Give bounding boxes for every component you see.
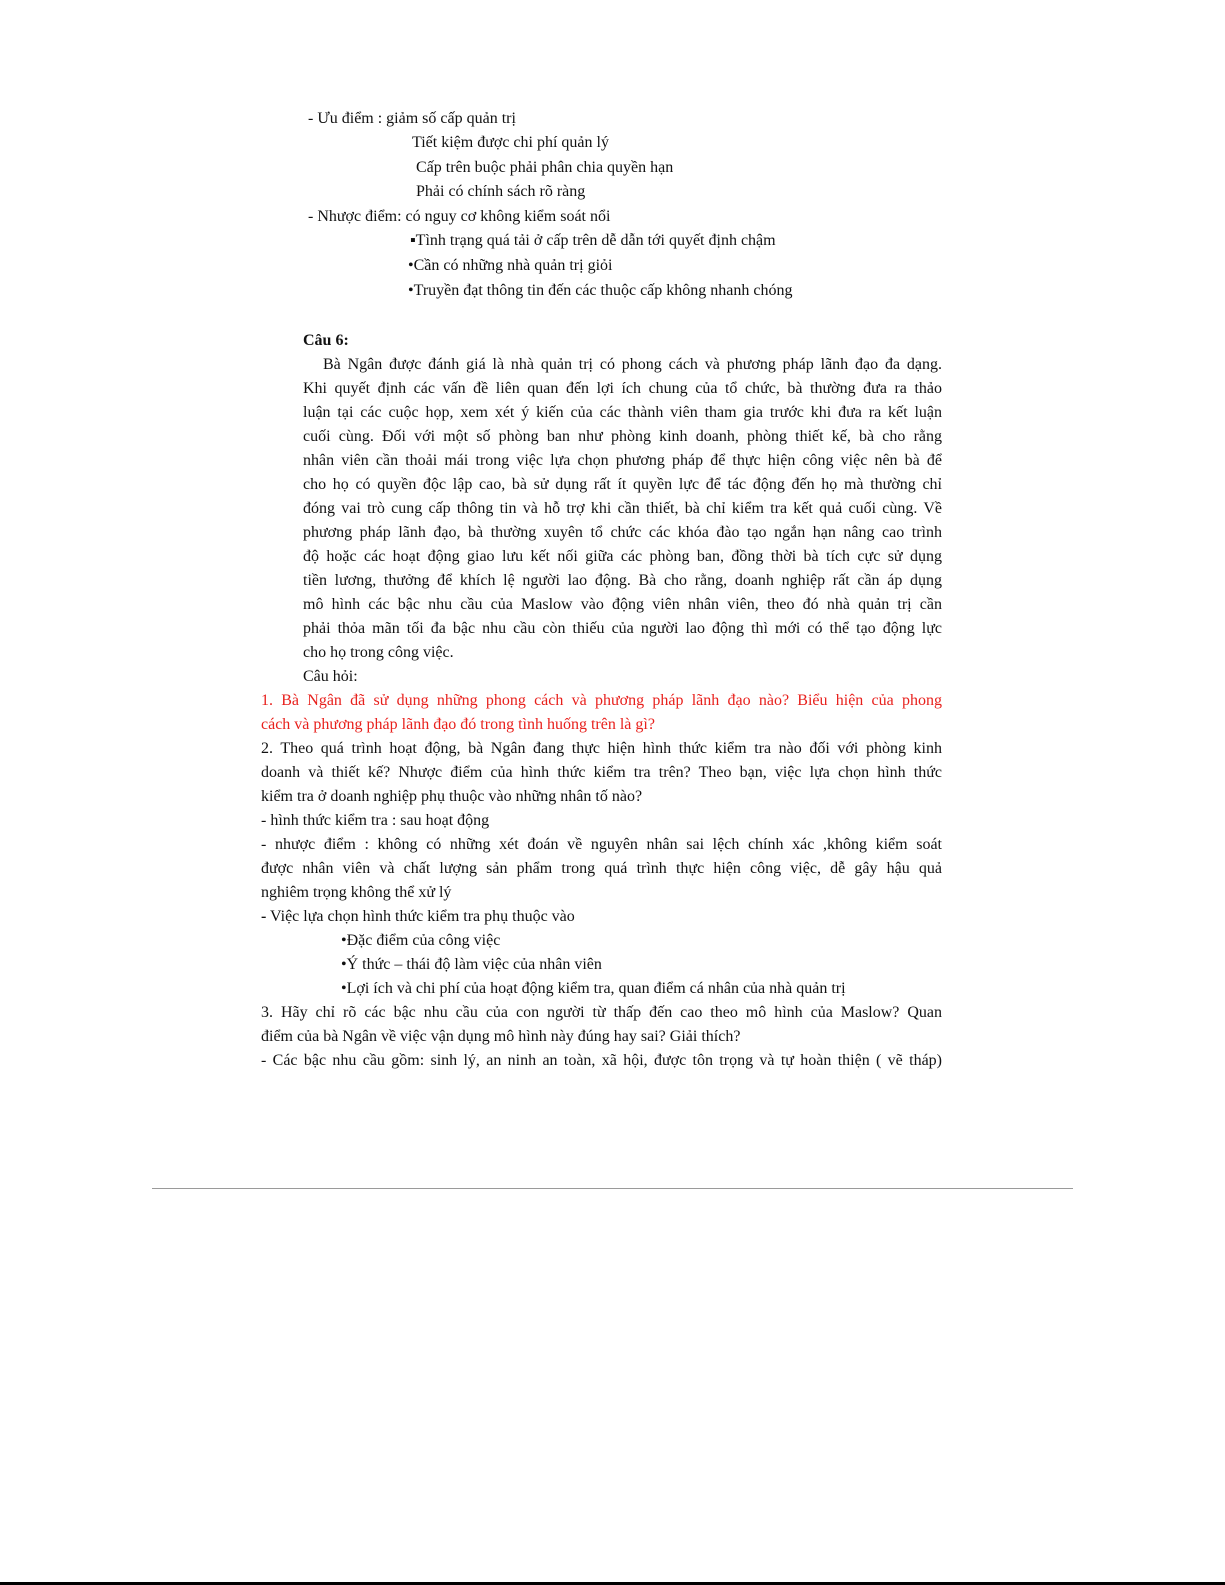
questions-label: Câu hỏi: (303, 668, 358, 685)
factor-item: •Đặc điểm của công việc (341, 932, 501, 949)
answer-line: nghiêm trọng không thể xử lý (261, 884, 452, 901)
answer-line: - nhược điểm : không có những xét đoán về nguyên nhân sai lệch chính xác ,không kiểm soát (261, 836, 942, 853)
paragraph-line: mô hình các bậc nhu cầu của Maslow vào động viên nhân viên, theo đó nhà quản trị cần (303, 596, 942, 613)
answer-line (261, 906, 575, 928)
paragraph-line: phương pháp lãnh đạo, bà thường xuyên tổ chức các khóa đào tạo ngắn hạn nâng cao trình (303, 524, 942, 541)
question-3-line: 3. Hãy chỉ rõ các bậc nhu cầu của con người từ thấp đến cao theo mô hình của Maslow? Quan (261, 1004, 942, 1021)
section-heading: Câu 6: (303, 332, 349, 349)
answer-text: Việc lựa chọn hình thức kiểm tra phụ thuộc vào (266, 908, 575, 925)
paragraph-line: luận tại các cuộc họp, xem xét ý kiến của các thành viên tham gia trước khi đưa ra kết luận (303, 404, 942, 421)
advantage-item: Tiết kiệm được chi phí quản lý (412, 134, 609, 151)
answer-line: - Các bậc nhu cầu gồm: sinh lý, an ninh an toàn, xã hội, được tôn trọng và tự hoàn thiện ( vẽ tháp) (261, 1052, 942, 1069)
answer-line: được nhân viên và chất lượng sản phẩm trong quá trình thực hiện công việc, dễ gây hậu quả (261, 860, 942, 877)
paragraph-line: độ hoặc các hoạt động giao lưu kết nối giữa các phòng ban, đồng thời bà tích cực sử dụng (303, 548, 942, 565)
disadvantages-line: - Nhược điểm: có nguy cơ không kiểm soát nổi (308, 208, 611, 225)
paragraph-line: nhân viên cần thoải mái trong việc lựa chọn phương pháp để thực hiện công việc nên bà để (303, 452, 942, 469)
advantages-line: - Ưu điểm : giảm số cấp quản trị (308, 110, 516, 127)
dash-bold: - (261, 908, 267, 925)
question-2-line: kiểm tra ở doanh nghiệp phụ thuộc vào những nhân tố nào? (261, 788, 643, 805)
disadvantage-item: •Truyền đạt thông tin đến các thuộc cấp không nhanh chóng (408, 282, 793, 299)
answer-line: - hình thức kiểm tra : sau hoạt động (261, 812, 490, 829)
question-2-line: doanh và thiết kế? Nhược điểm của hình thức kiểm tra trên? Theo bạn, việc lựa chọn hình thức (261, 764, 942, 781)
disadvantage-item: ▪Tình trạng quá tải ở cấp trên dễ dẫn tới quyết định chậm (410, 232, 776, 249)
paragraph-line: Khi quyết định các vấn đề liên quan đến lợi ích chung của tổ chức, bà thường đưa ra thảo (303, 380, 942, 397)
question-1-line: cách và phương pháp lãnh đạo đó trong tình huống trên là gì? (261, 716, 655, 733)
disadvantage-item: •Cần có những nhà quản trị giỏi (408, 257, 613, 274)
advantage-item: Cấp trên buộc phải phân chia quyền hạn (416, 159, 674, 176)
page-divider (152, 1188, 1073, 1189)
paragraph-line: đóng vai trò cung cấp thông tin và hỗ trợ khi cần thiết, bà chỉ kiểm tra kết quả cuối cùng. Về (303, 500, 942, 517)
advantage-item: Phải có chính sách rõ ràng (416, 183, 586, 200)
question-3-line: điểm của bà Ngân về việc vận dụng mô hình này đúng hay sai? Giải thích? (261, 1028, 741, 1045)
paragraph-line: cho họ có quyền độc lập cao, bà sử dụng rất ít quyền lực để tác động đến họ mà thường chỉ (303, 476, 942, 493)
paragraph-line: phải thỏa mãn tối đa bậc nhu cầu còn thiếu của người lao động thì mới có thể tạo động lực (303, 620, 942, 637)
paragraph-line: cuối cùng. Đối với một số phòng ban như phòng kinh doanh, phòng thiết kế, bà cho rằng (303, 428, 942, 445)
factor-item: •Ý thức – thái độ làm việc của nhân viên (341, 956, 602, 973)
paragraph-line: Bà Ngân được đánh giá là nhà quản trị có phong cách và phương pháp lãnh đạo đa dạng. (323, 356, 942, 373)
factor-item: •Lợi ích và chi phí của hoạt động kiểm tra, quan điểm cá nhân của nhà quản trị (341, 980, 846, 997)
paragraph-line: tiền lương, thưởng để khích lệ người lao động. Bà cho rằng, doanh nghiệp rất cần áp dụng (303, 572, 942, 589)
question-1-line: 1. Bà Ngân đã sử dụng những phong cách và phương pháp lãnh đạo nào? Biểu hiện của phong (261, 692, 942, 709)
question-2-line: 2. Theo quá trình hoạt động, bà Ngân đang thực hiện hình thức kiểm tra nào đối với phòng kinh (261, 740, 942, 757)
paragraph-line: cho họ trong công việc. (303, 644, 454, 661)
